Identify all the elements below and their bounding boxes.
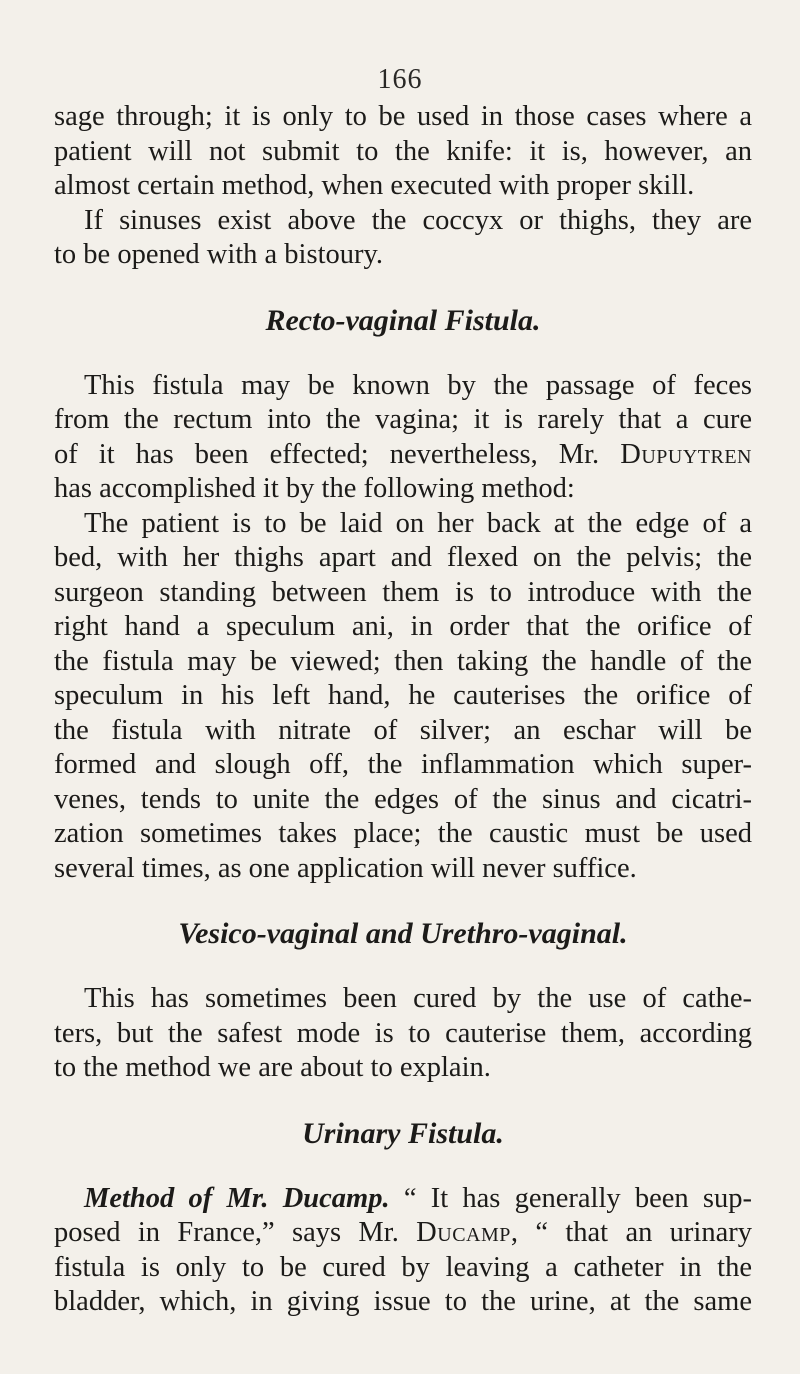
- text-span: posed in France,” says Mr.: [54, 1217, 417, 1248]
- text-line: ters, but the safest mode is to cauterise them, according: [54, 1017, 752, 1049]
- text-line: This fistula may be known by the passage of feces: [84, 369, 752, 401]
- text-line: zation sometimes takes place; the caustic must be used: [54, 818, 752, 849]
- text-line: The patient is to be laid on her back at the edge of a: [84, 507, 752, 539]
- text-line: [54, 1216, 752, 1251]
- text-line: the fistula may be viewed; then taking the handle of the: [54, 645, 752, 677]
- text-line: right hand a speculum ani, in order that the orifice of: [54, 611, 752, 642]
- recto-vaginal-paragraph-1: [54, 369, 752, 507]
- text-line: bed, with her thighs apart and flexed on the pelvis; the: [54, 542, 752, 573]
- text-line: [54, 1182, 752, 1217]
- section-heading-urinary: Urinary Fistula.: [302, 1116, 504, 1150]
- text-line: fistula is only to be cured by leaving a catheter in the: [54, 1251, 752, 1283]
- text-line: several times, as one application will never suffice.: [54, 852, 637, 884]
- text-line: has accomplished it by the following method:: [54, 473, 575, 504]
- page-body: [54, 100, 752, 1320]
- surgeon-name: Dupuytren: [620, 438, 752, 470]
- text-line: venes, tends to unite the edges of the sinus and cicatri-: [54, 783, 752, 815]
- text-line: If sinuses exist above the coccyx or thighs, they are: [84, 204, 752, 236]
- text-span: of it has been effected; nevertheless, Mr.: [54, 438, 621, 470]
- text-line: This has sometimes been cured by the use of cathe-: [84, 983, 752, 1014]
- text-line: speculum in his left hand, he cauterises the orifice of: [54, 680, 752, 711]
- text-line: patient will not submit to the knife: it is, however, an: [54, 135, 752, 167]
- recto-vaginal-paragraph-2: [54, 507, 752, 887]
- text-line: to the method we are about to explain.: [54, 1052, 491, 1083]
- surgeon-name: Ducamp: [416, 1217, 511, 1248]
- method-lead: Method of Mr. Ducamp.: [84, 1182, 390, 1214]
- text-line: sage through; it is only to be used in those cases where a: [54, 101, 752, 132]
- intro-paragraph: [54, 100, 752, 273]
- section-heading-recto-vaginal: Recto-vaginal Fistula.: [265, 303, 541, 337]
- text-line: almost certain method, when executed with proper skill.: [54, 170, 695, 201]
- text-line: bladder, which, in giving issue to the urine, at the same: [54, 1286, 752, 1317]
- text-line: from the rectum into the vagina; it is rarely that a cure: [54, 404, 752, 435]
- section-heading-vesico-vaginal: Vesico-vaginal and Urethro-vaginal.: [178, 917, 628, 950]
- text-line: the fistula with nitrate of silver; an eschar will be: [54, 714, 752, 746]
- text-line: formed and slough off, the inflammation which super-: [54, 749, 752, 780]
- text-line: to be opened with a bistoury.: [54, 239, 384, 270]
- text-span: , “ that an urinary: [510, 1217, 752, 1248]
- vesico-vaginal-paragraph: [54, 982, 752, 1086]
- text-line: surgeon standing between them is to introduce with the: [54, 576, 752, 608]
- urinary-paragraph: [54, 1182, 752, 1320]
- text-line: [54, 438, 752, 473]
- text-span: “ It has generally been sup-: [389, 1182, 752, 1214]
- page-number: 166: [377, 64, 423, 95]
